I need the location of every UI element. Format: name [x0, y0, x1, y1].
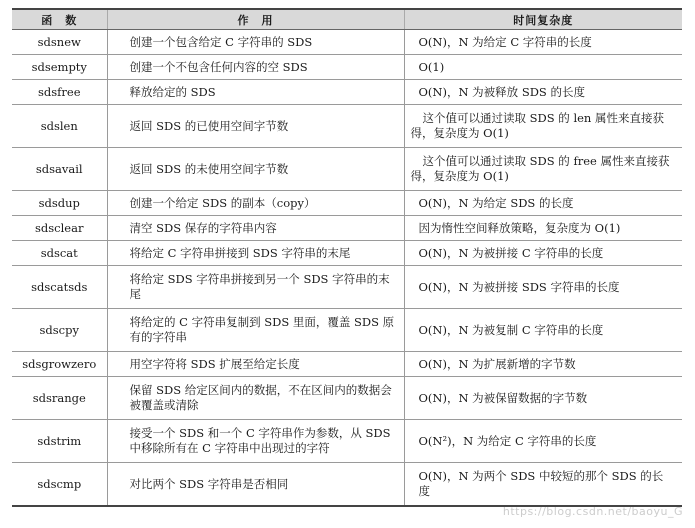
function-purpose-cell: 将给定的 C 字符串复制到 SDS 里面，覆盖 SDS 原有的字符串 — [107, 309, 404, 352]
time-complexity-cell: 这个值可以通过读取 SDS 的 free 属性来直接获得，复杂度为 O(1) — [404, 148, 682, 191]
function-name-cell: sdsavail — [12, 148, 107, 191]
table-row — [12, 377, 682, 420]
function-name-cell: sdscat — [12, 241, 107, 266]
time-complexity-cell: O(N)，N 为被复制 C 字符串的长度 — [404, 309, 682, 352]
function-name-cell: sdstrim — [12, 420, 107, 463]
header-purpose: 作 用 — [107, 9, 404, 30]
table-row — [12, 216, 682, 241]
time-complexity-cell: O(N)，N 为被拼接 C 字符串的长度 — [404, 241, 682, 266]
function-purpose-cell: 创建一个包含给定 C 字符串的 SDS — [107, 30, 404, 55]
function-name-cell: sdscpy — [12, 309, 107, 352]
function-purpose-cell: 用空字符将 SDS 扩展至给定长度 — [107, 352, 404, 377]
time-complexity-cell: O(N)，N 为被释放 SDS 的长度 — [404, 80, 682, 105]
watermark: https://blog.csdn.net/baoyu_G — [502, 505, 683, 518]
function-name-cell: sdsfree — [12, 80, 107, 105]
time-complexity-cell: 这个值可以通过读取 SDS 的 len 属性来直接获得，复杂度为 O(1) — [404, 105, 682, 148]
header-function: 函 数 — [12, 9, 107, 30]
function-purpose-cell: 创建一个给定 SDS 的副本（copy） — [107, 191, 404, 216]
function-purpose-cell: 清空 SDS 保存的字符串内容 — [107, 216, 404, 241]
table-body — [12, 30, 682, 507]
time-complexity-cell: O(1) — [404, 55, 682, 80]
function-name-cell: sdsclear — [12, 216, 107, 241]
time-complexity-cell: O(N²)，N 为给定 C 字符串的长度 — [404, 420, 682, 463]
function-purpose-cell: 返回 SDS 的未使用空间字节数 — [107, 148, 404, 191]
table-row — [12, 30, 682, 55]
time-complexity-cell: O(N)，N 为被拼接 SDS 字符串的长度 — [404, 266, 682, 309]
function-name-cell: sdsnew — [12, 30, 107, 55]
table-row — [12, 352, 682, 377]
function-purpose-cell: 将给定 SDS 字符串拼接到另一个 SDS 字符串的末尾 — [107, 266, 404, 309]
table-row — [12, 80, 682, 105]
table-row — [12, 420, 682, 463]
table-row — [12, 309, 682, 352]
table-row — [12, 105, 682, 148]
header-row — [12, 9, 682, 30]
time-complexity-cell: O(N)，N 为被保留数据的字节数 — [404, 377, 682, 420]
function-name-cell: sdsdup — [12, 191, 107, 216]
time-complexity-cell: O(N)，N 为给定 C 字符串的长度 — [404, 30, 682, 55]
function-name-cell: sdsempty — [12, 55, 107, 80]
table-row — [12, 55, 682, 80]
sds-api-table-container — [12, 8, 682, 507]
function-purpose-cell: 对比两个 SDS 字符串是否相同 — [107, 463, 404, 507]
table-row — [12, 191, 682, 216]
function-purpose-cell: 返回 SDS 的已使用空间字节数 — [107, 105, 404, 148]
time-complexity-cell: O(N)，N 为给定 SDS 的长度 — [404, 191, 682, 216]
function-purpose-cell: 创建一个不包含任何内容的空 SDS — [107, 55, 404, 80]
function-name-cell: sdslen — [12, 105, 107, 148]
time-complexity-cell: 因为惰性空间释放策略，复杂度为 O(1) — [404, 216, 682, 241]
table-row — [12, 148, 682, 191]
sds-api-table — [12, 8, 682, 507]
table-row — [12, 463, 682, 507]
function-purpose-cell: 释放给定的 SDS — [107, 80, 404, 105]
table-header — [12, 9, 682, 30]
table-row — [12, 241, 682, 266]
time-complexity-cell: O(N)，N 为两个 SDS 中较短的那个 SDS 的长度 — [404, 463, 682, 507]
function-purpose-cell: 将给定 C 字符串拼接到 SDS 字符串的末尾 — [107, 241, 404, 266]
function-name-cell: sdsrange — [12, 377, 107, 420]
time-complexity-cell: O(N)，N 为扩展新增的字节数 — [404, 352, 682, 377]
table-row — [12, 266, 682, 309]
function-purpose-cell: 保留 SDS 给定区间内的数据，不在区间内的数据会被覆盖或清除 — [107, 377, 404, 420]
function-name-cell: sdsgrowzero — [12, 352, 107, 377]
function-name-cell: sdscmp — [12, 463, 107, 507]
function-name-cell: sdscatsds — [12, 266, 107, 309]
function-purpose-cell: 接受一个 SDS 和一个 C 字符串作为参数，从 SDS 中移除所有在 C 字符串中出现过的字符 — [107, 420, 404, 463]
header-complexity: 时间复杂度 — [404, 9, 682, 30]
